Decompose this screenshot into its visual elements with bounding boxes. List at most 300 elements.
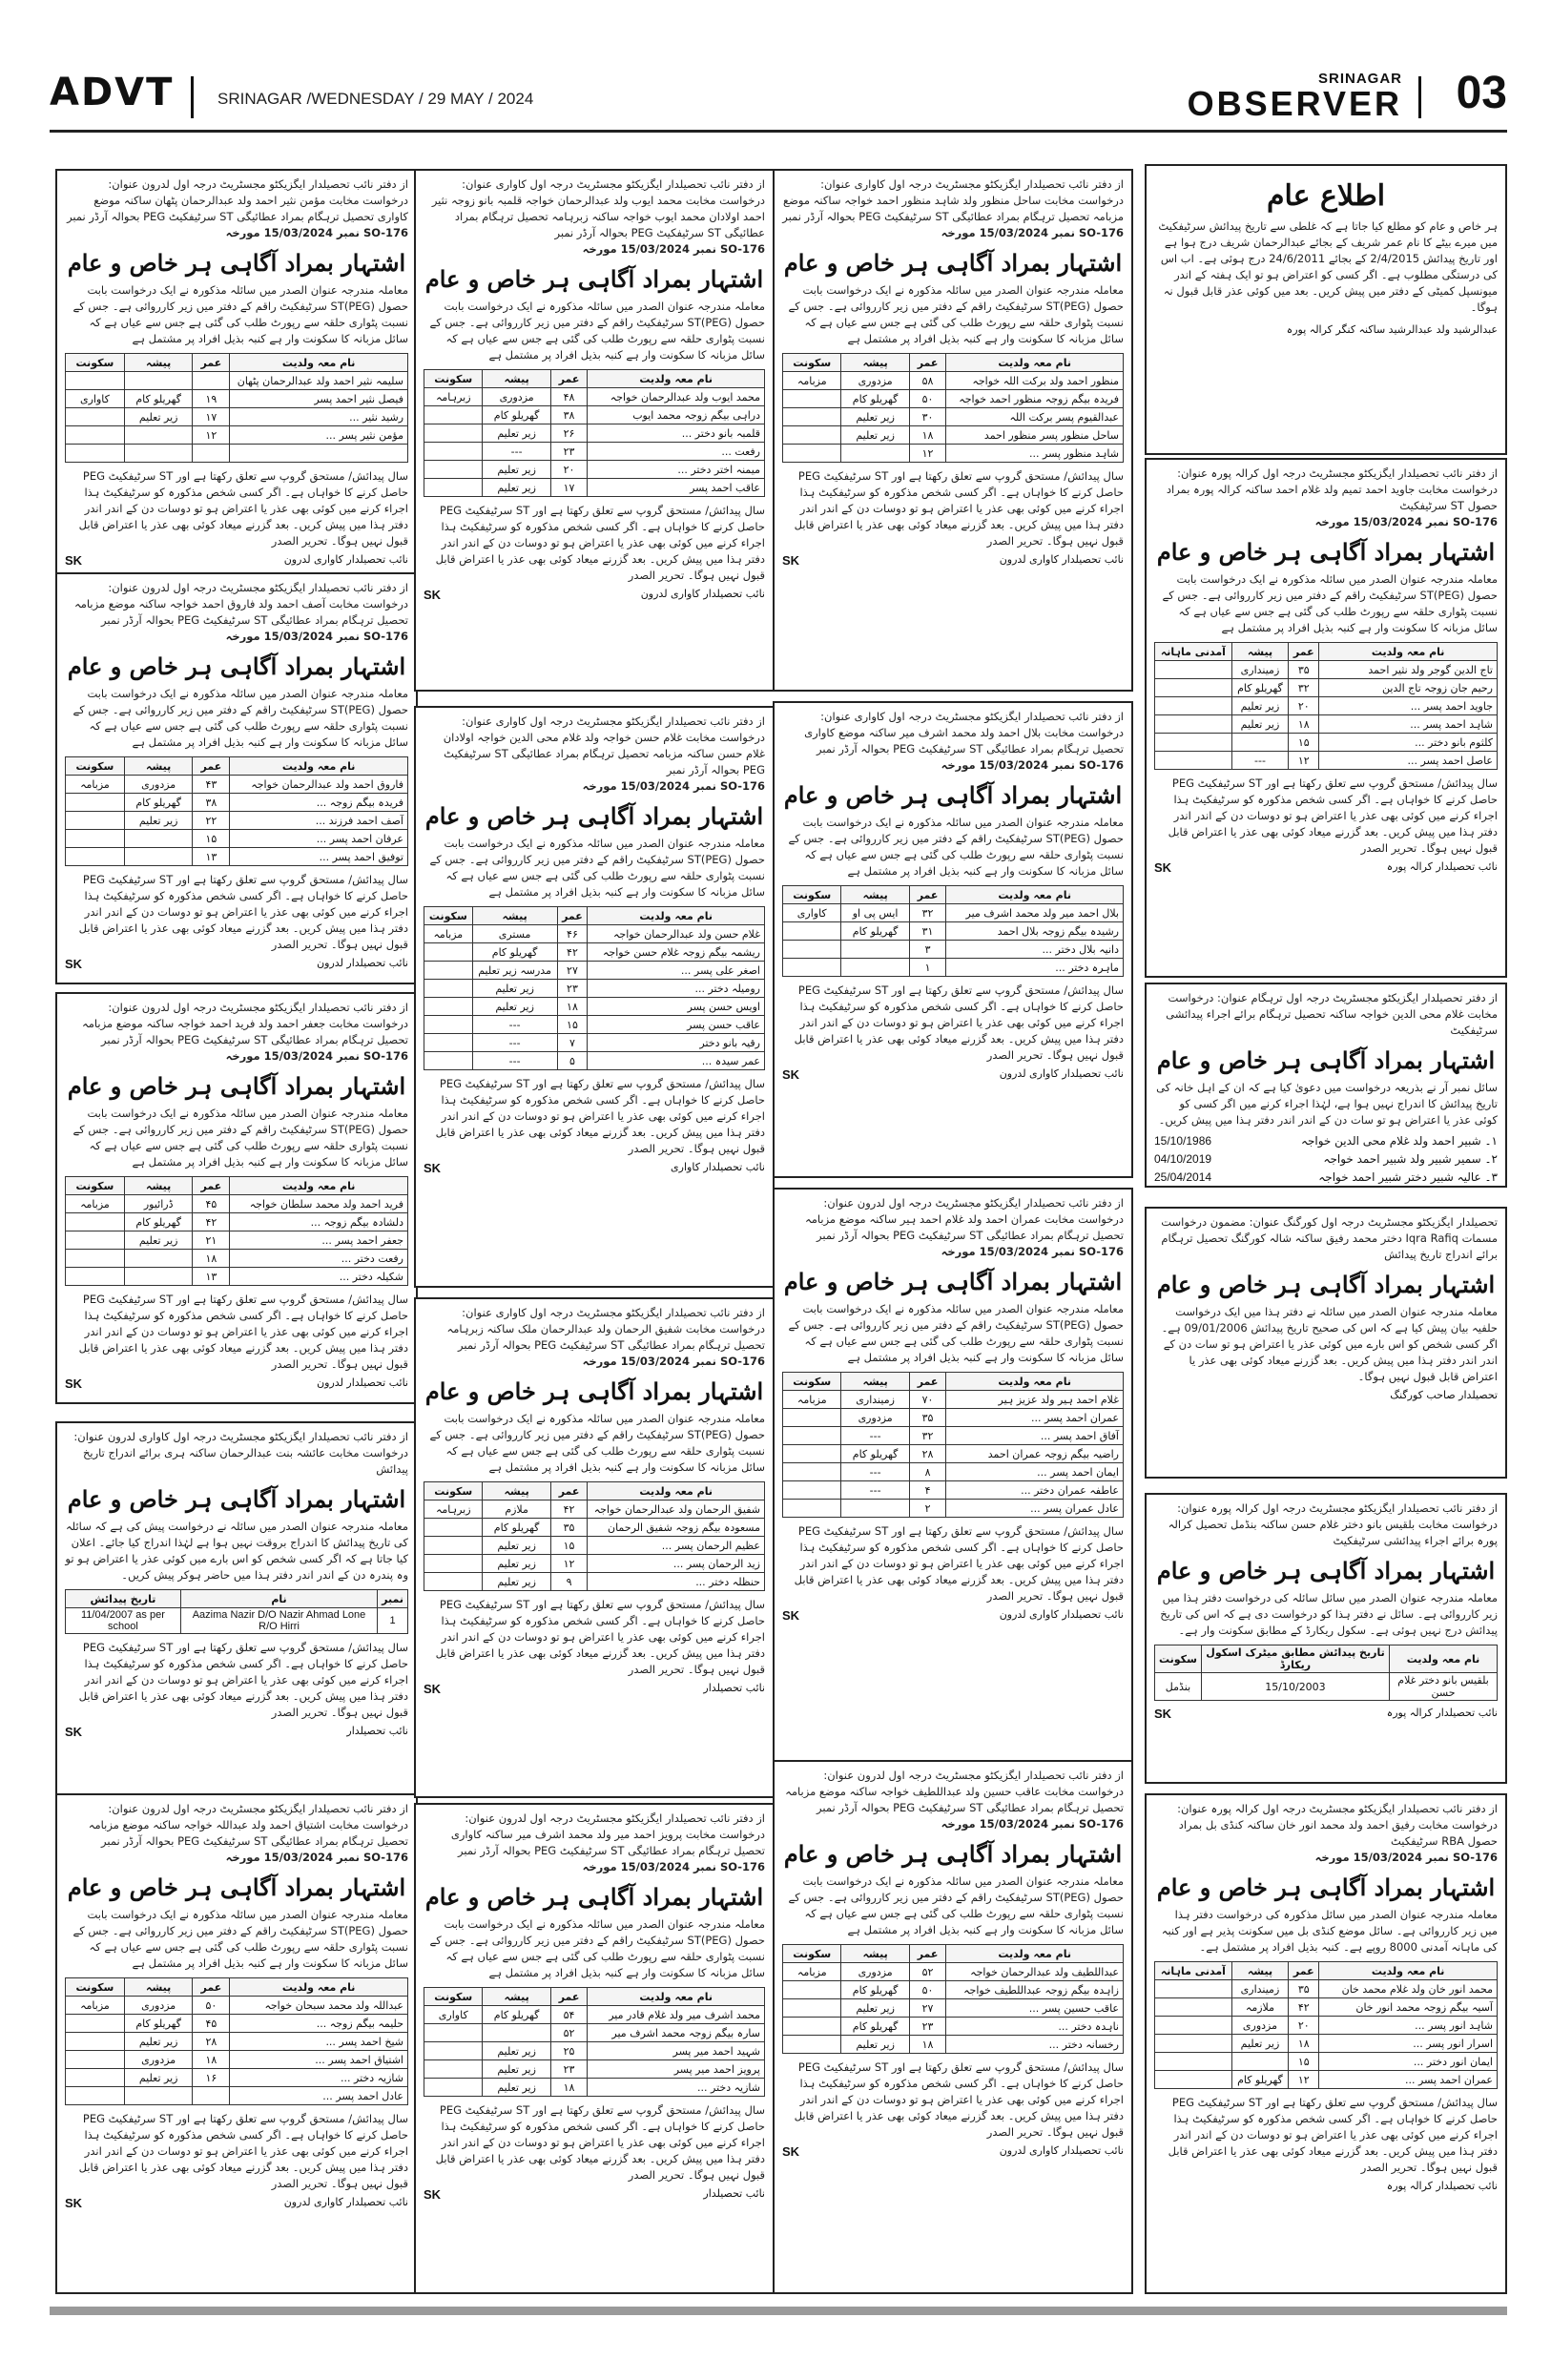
classified-ad bbox=[414, 706, 775, 1288]
signatory: نائب تحصیلدار کاواری لدرون bbox=[640, 588, 765, 600]
table-row bbox=[1155, 2071, 1498, 2089]
table-cell: ۲۳ bbox=[550, 443, 588, 461]
ad-header-text: از دفتر نائب تحصیلدار ایگزیکٹو مجسٹریٹ درجہ اول لدرون عنوان: درخواست مخابت اشتیاق احمد ولد عبداللہ خواجہ ساکنہ موضع مزبامہ تحصیل ترہگام بمراد عطائیگی ST سرٹیفکیٹ PEG بحوالہ آرڈر نمبر bbox=[88, 1802, 408, 1848]
sk-code: SK bbox=[782, 2144, 800, 2159]
table-cell: اویس حسن پسر bbox=[588, 998, 765, 1016]
table-cell bbox=[1155, 715, 1232, 734]
table-row bbox=[66, 2087, 408, 2105]
ad-signature: عبدالرشید ولد عبدالرشید ساکنہ کنگر کرالہ پورہ bbox=[1286, 323, 1498, 336]
sk-code: SK bbox=[65, 1376, 83, 1391]
table-cell bbox=[66, 848, 125, 866]
table-cell: عاطفہ عمران دختر ... bbox=[946, 1481, 1124, 1500]
classified-ad bbox=[414, 1803, 775, 2294]
table-row bbox=[424, 1500, 765, 1519]
table-header-cell: سکونت bbox=[783, 886, 841, 904]
table-cell: مستری bbox=[472, 925, 557, 943]
table-row bbox=[424, 461, 765, 479]
table-cell: ۱۲ bbox=[193, 426, 230, 445]
table-row bbox=[783, 426, 1124, 445]
table-cell: زیر تعلیم bbox=[841, 408, 909, 426]
ad-header-text: از دفتر نائب تحصیلدار ایگزیکٹو مجسٹریٹ درجہ اول لدرون عنوان: درخواست مخابت پرویز احمد میر ولد محمد اشرف میر ساکنہ کاواری تحصیل ترہگام بمراد عطائیگی ST سرٹیفکیٹ PEG بحوالہ آرڈر نمبر bbox=[450, 1811, 765, 1857]
table-cell: بلقیس بانو دختر غلام حسن bbox=[1390, 1673, 1498, 1701]
table-cell: میمنہ اختر دختر ... bbox=[588, 461, 765, 479]
ad-title: اشتہار بمراد آگاہی ہر خاص و عام bbox=[783, 1840, 1123, 1868]
table-cell: عمران احمد پسر ... bbox=[946, 1409, 1124, 1427]
ad-footer-text: سال پیدائش/ مستحق گروپ سے تعلق رکھتا ہے اور ST سرٹیفکیٹ PEG حاصل کرنے کا خواہاں ہے۔ اگر کسی شخص مذکورہ کو سرٹیفکیٹ ہذا اجراء کرنے میں کوئی بھی عذر یا اعتراض ہو تو دوسات دن کے اندر اندر دفتر ہذا میں پیش کریں۔ بعد گزرنے میعاد کوئی بھی عذر یا اعتراض قابل قبول نہیں ہوگا۔ تحریر الصدر bbox=[78, 2112, 408, 2190]
table-cell: عادل عمران پسر ... bbox=[946, 1500, 1124, 1518]
table-cell: زیر تعلیم bbox=[483, 424, 550, 443]
table-cell bbox=[1155, 2071, 1232, 2089]
table-row bbox=[783, 959, 1124, 977]
ad-footer-text: سال پیدائش/ مستحق گروپ سے تعلق رکھتا ہے اور ST سرٹیفکیٹ PEG حاصل کرنے کا خواہاں ہے۔ اگر کسی شخص مذکورہ کو سرٹیفکیٹ ہذا اجراء کرنے میں کوئی بھی عذر یا اعتراض ہو تو دوسات دن کے اندر اندر دفتر ہذا میں پیش کریں۔ بعد گزرنے میعاد کوئی بھی عذر یا اعتراض قابل قبول نہیں ہوگا۔ تحریر الصدر bbox=[794, 1524, 1124, 1603]
table-cell: فرید احمد ولد محمد سلطان خواجہ bbox=[230, 1195, 408, 1213]
ad-footer-text: سال پیدائش/ مستحق گروپ سے تعلق رکھتا ہے اور ST سرٹیفکیٹ PEG حاصل کرنے کا خواہاں ہے۔ اگر کسی شخص مذکورہ کو سرٹیفکیٹ ہذا اجراء کرنے میں کوئی بھی عذر یا اعتراض ہو تو دوسات دن کے اندر اندر دفتر ہذا میں پیش کریں۔ بعد گزرنے میعاد کوئی بھی عذر یا اعتراض قابل قبول نہیں ہوگا۔ تحریر الصدر bbox=[78, 1293, 408, 1371]
ad-signature bbox=[782, 1067, 1124, 1080]
list-item-name: ۲۔ سمیر شبیر ولد شبیر احمد خواجہ bbox=[1323, 1152, 1498, 1166]
ad-title: اشتہار بمراد آگاہی ہر خاص و عام bbox=[1156, 1046, 1496, 1074]
table-cell: ۱۲ bbox=[1289, 2071, 1319, 2089]
table-cell bbox=[124, 372, 193, 390]
table-cell: شیخ احمد پسر ... bbox=[230, 2033, 408, 2051]
table-cell: رشیدہ بیگم زوجہ بلال احمد bbox=[946, 922, 1124, 941]
family-table bbox=[424, 1481, 765, 1591]
header-divider bbox=[1418, 76, 1421, 118]
ad-footer-text: سال پیدائش/ مستحق گروپ سے تعلق رکھتا ہے اور ST سرٹیفکیٹ PEG حاصل کرنے کا خواہاں ہے۔ اگر کسی شخص مذکورہ کو سرٹیفکیٹ ہذا اجراء کرنے میں کوئی بھی عذر یا اعتراض ہو تو دوسات دن کے اندر اندر دفتر ہذا میں پیش کریں۔ بعد گزرنے میعاد کوئی بھی عذر یا اعتراض قابل قبول نہیں ہوگا۔ تحریر الصدر bbox=[1168, 2096, 1498, 2174]
table-cell bbox=[1155, 697, 1232, 715]
table-cell: زیر تعلیم bbox=[483, 2079, 550, 2097]
table-cell bbox=[783, 1981, 841, 1999]
table-cell: ناہدہ دختر ... bbox=[946, 2018, 1124, 2036]
ad-body-text: معاملہ مندرجہ عنوان الصدر میں سائلہ مذکورہ نے ایک درخواست بابت حصول ST(PEG) سرٹیفکیٹ راقم کے دفتر میں زیر کارروائی ہے۔ جس کے نسبت پٹواری حلقہ سے رپورٹ طلب کی گئی ہے جس سے عیاں ہے کہ سائل مزبانہ کا سکونت وار ہے کنبہ بذیل افراد پر مشتمل ہے bbox=[429, 1412, 765, 1474]
classified-ad bbox=[1145, 164, 1507, 455]
table-row bbox=[424, 1555, 765, 1573]
ad-body-text: معاملہ مندرجہ عنوان الصدر میں سائلہ نے درخواست پیش کی ہے کہ سائلہ کی تاریخ پیدائش کا اندراج بروقت نہیں ہوا ہے لہٰذا اندراج کیا جائے۔ اعلان کیا جاتا ہے کہ اگر کسی شخص کو اس بارے میں کوئی عذر یا اعتراض ہو تو وہ پندرہ دن کے اندر اندر دفتر ہذا میں حاضر ہوکر پیش کریں۔ bbox=[65, 1520, 408, 1582]
order-date: SO-176 نمبر 15/03/2024 مورخہ bbox=[941, 226, 1124, 239]
table-cell: ۱۸ bbox=[550, 2079, 588, 2097]
table-cell bbox=[783, 1999, 841, 2018]
table-cell: حنظلہ دختر ... bbox=[588, 1573, 765, 1591]
table-cell bbox=[841, 959, 909, 977]
table-cell bbox=[424, 2060, 483, 2079]
table-row bbox=[424, 443, 765, 461]
family-table bbox=[782, 1944, 1124, 2054]
table-cell: ۳۰ bbox=[909, 408, 946, 426]
table-cell bbox=[841, 941, 909, 959]
table-header-cell: سکونت bbox=[424, 1988, 483, 2006]
table-cell: رفعت ... bbox=[588, 443, 765, 461]
table-cell: زیر تعلیم bbox=[483, 461, 550, 479]
table-header-cell: آمدنی ماہانہ bbox=[1155, 1962, 1232, 1980]
table-cell: گھریلو کام bbox=[841, 1445, 909, 1463]
table-cell bbox=[124, 830, 193, 848]
table-cell: زیر تعلیم bbox=[1231, 697, 1288, 715]
table-cell: عبداللطیف ولد عبدالرحمان خواجہ bbox=[946, 1963, 1124, 1981]
ad-signature bbox=[782, 553, 1124, 566]
table-cell bbox=[1155, 661, 1232, 679]
table-cell: ایس پی او bbox=[841, 904, 909, 922]
list-item-name: ۳۔ عالیہ شبیر دختر شبیر احمد خواجہ bbox=[1318, 1170, 1498, 1184]
table-header-cell: عمر bbox=[557, 907, 588, 925]
table-cell: ۱۷ bbox=[193, 408, 230, 426]
notice-body: ہر خاص و عام کو مطلع کیا جاتا ہے کہ غلطی سے تاریخ پیدائش سرٹیفکیٹ میں میرے بیٹے کا نام عمر شریف کے بجائے عبدالرحمان شریف درج ہوا ہے اور تاریخ پیدائش 2/4/2015 کے بجائے 24/6/2011 درج ہوئی ہے۔ اب اس کی درستگی مطلوب ہے۔ اگر کسی کو اعتراض ہو تو ایک ہفتہ کے اندر میونسپل کمیٹی کے دفتر میں پیش کریں۔ بعد میں کوئی عذر قابل قبول نہ ہوگا۔ bbox=[1158, 219, 1498, 314]
table-cell: ایمان انور دختر ... bbox=[1319, 2053, 1498, 2071]
table-cell bbox=[66, 1231, 125, 1250]
table-cell bbox=[783, 2036, 841, 2054]
table-row bbox=[783, 1463, 1124, 1481]
table-cell: عاقب احمد پسر bbox=[588, 479, 765, 497]
table-row bbox=[424, 479, 765, 497]
table-row bbox=[783, 2018, 1124, 2036]
table-header-cell: پیشہ bbox=[483, 1988, 550, 2006]
table-cell: ڈرائیور bbox=[124, 1195, 193, 1213]
list-item-date bbox=[1154, 1187, 1211, 1188]
order-date: SO-176 نمبر 15/03/2024 مورخہ bbox=[941, 758, 1124, 772]
order-date: SO-176 نمبر 15/03/2024 مورخہ bbox=[225, 1851, 408, 1864]
ad-title: اشتہار بمراد آگاہی ہر خاص و عام bbox=[424, 802, 764, 830]
table-cell bbox=[783, 408, 841, 426]
table-cell: ۹ bbox=[550, 1573, 588, 1591]
ad-title: اشتہار بمراد آگاہی ہر خاص و عام bbox=[783, 1268, 1123, 1295]
classified-ad bbox=[55, 992, 418, 1404]
table-header-cell: نام معہ ولدیت bbox=[230, 1978, 408, 1997]
table-header-cell: نام معہ ولدیت bbox=[230, 757, 408, 776]
ad-title: اشتہار بمراد آگاہی ہر خاص و عام bbox=[67, 249, 406, 277]
table-cell: --- bbox=[483, 443, 550, 461]
table-cell: ۷ bbox=[557, 1034, 588, 1052]
table-row bbox=[66, 1268, 408, 1286]
table-cell: اسرار انور پسر ... bbox=[1319, 2035, 1498, 2053]
table-cell bbox=[783, 1427, 841, 1445]
table-header-cell: عمر bbox=[193, 1177, 230, 1195]
list-item bbox=[1154, 1150, 1498, 1169]
order-date: SO-176 نمبر 15/03/2024 مورخہ bbox=[582, 1355, 765, 1368]
sk-code: SK bbox=[782, 553, 800, 568]
table-cell: فریدہ بیگم زوجہ منظور احمد خواجہ bbox=[946, 390, 1124, 408]
table-cell bbox=[1155, 1980, 1232, 1998]
table-row bbox=[424, 2060, 765, 2079]
table-cell bbox=[66, 445, 125, 463]
table-cell bbox=[424, 1052, 473, 1070]
table-cell: ماہرہ دختر ... bbox=[946, 959, 1124, 977]
table-cell: ۲۸ bbox=[193, 2033, 230, 2051]
table-cell bbox=[424, 943, 473, 962]
table-cell bbox=[424, 1034, 473, 1052]
order-date: SO-176 نمبر 15/03/2024 مورخہ bbox=[582, 1860, 765, 1873]
ad-title: اشتہار بمراد آگاہی ہر خاص و عام bbox=[783, 249, 1123, 277]
table-cell: کاواری bbox=[66, 390, 125, 408]
family-table bbox=[65, 353, 408, 463]
table-cell bbox=[1155, 752, 1232, 770]
ad-title: اشتہار بمراد آگاہی ہر خاص و عام bbox=[67, 1072, 406, 1100]
family-table bbox=[65, 1977, 408, 2105]
table-cell: مزبامہ bbox=[783, 1963, 841, 1981]
signatory: نائب تحصیلدار کاواری bbox=[671, 1161, 765, 1173]
table-cell bbox=[424, 2042, 483, 2060]
table-cell: زیر تعلیم bbox=[483, 1573, 550, 1591]
table-cell: مزدوری bbox=[124, 2051, 193, 2069]
table-cell bbox=[66, 2033, 125, 2051]
table-row bbox=[66, 1213, 408, 1231]
table-cell: مزبامہ bbox=[66, 1195, 125, 1213]
table-cell: ۵۴ bbox=[550, 2006, 588, 2024]
family-table bbox=[65, 756, 408, 866]
table-header-cell: نام معہ ولدیت bbox=[588, 1482, 765, 1500]
table-row bbox=[1155, 2017, 1498, 2035]
table-cell bbox=[424, 1573, 483, 1591]
notice-title: اطلاع عام bbox=[1266, 179, 1386, 213]
ad-body-text: معاملہ مندرجہ عنوان الصدر میں سائلہ مذکورہ نے ایک درخواست بابت حصول ST(PEG) سرٹیفکیٹ راقم کے دفتر میں زیر کارروائی ہے۔ جس کے نسبت پٹواری حلقہ سے رپورٹ طلب کی گئی ہے جس سے عیاں ہے کہ سائل مزبانہ کا سکونت وار ہے کنبہ بذیل افراد پر مشتمل ہے bbox=[429, 300, 765, 362]
table-header-cell: عمر bbox=[1289, 643, 1319, 661]
sk-code: SK bbox=[782, 1608, 800, 1623]
ad-title: اشتہار بمراد آگاہی ہر خاص و عام bbox=[424, 1377, 764, 1405]
table-row bbox=[783, 1427, 1124, 1445]
table-row bbox=[783, 372, 1124, 390]
table-cell: --- bbox=[472, 1016, 557, 1034]
ad-body-text: معاملہ مندرجہ عنوان الصدر میں سائلہ نے دفتر ہذا میں ایک درخواست حلفیہ بیان پیش کیا ہے کہ اس کی صحیح تاریخ پیدائش 09/01/2006 ہے۔ اگر کسی شخص کو اس بارے میں کوئی عذر یا اعتراض ہو تو سات دن کے اندر اندر دفتر ہذا میں پیش کریں۔ بعد گزرنے میعاد کوئی بھی عذر یا اعتراض قابل قبول نہیں ہوگا۔ bbox=[1161, 1305, 1498, 1383]
ad-header-text: از دفتر نائب تحصیلدار ایگزیکٹو مجسٹریٹ درجہ اول کرالہ پورہ عنوان: درخواست مخابت رفیق احمد ولد محمد انور خان ساکنہ کنڈی بل بمراد حصول RBA سرٹیفکیٹ bbox=[1177, 1802, 1498, 1848]
table-cell: عمر سیدہ ... bbox=[588, 1052, 765, 1070]
table-cell: گھریلو کام bbox=[841, 922, 909, 941]
table-cell: جاوید احمد پسر ... bbox=[1319, 697, 1498, 715]
ad-header-text: از دفتر نائب تحصیلدار ایگزیکٹو مجسٹریٹ درجہ اول کاواری عنوان: درخواست مخابت غلام حسن خواجہ ولد غلام محی الدین خواجہ اولادان غلام حسن ساکنہ مزبامہ تحصیل ترہگام بمراد عطائیگی ST سرٹیفکیٹ PEG بحوالہ آرڈر نمبر bbox=[443, 714, 765, 776]
table-row bbox=[1155, 661, 1498, 679]
table-cell: رحیم جان زوجہ تاج الدین bbox=[1319, 679, 1498, 697]
classified-ad bbox=[773, 1760, 1133, 2294]
table-cell bbox=[424, 1555, 483, 1573]
table-cell: مزبامہ bbox=[66, 1997, 125, 2015]
ad-header-text: از دفتر نائب تحصیلدار ایگزیکٹو مجسٹریٹ درجہ اول کاواری عنوان: درخواست مخابت شفیق الرحمان ولد عبدالرحمان ملک ساکنہ زبرہامہ تحصیل ترہگام بمراد عطائیگی ST سرٹیفکیٹ PEG بحوالہ آرڈر نمبر bbox=[446, 1306, 765, 1352]
table-cell: ۱۸ bbox=[193, 1250, 230, 1268]
table-header-cell: پیشہ bbox=[124, 354, 193, 372]
table-cell: ۱۸ bbox=[1289, 715, 1319, 734]
table-cell: ۵۲ bbox=[909, 1963, 946, 1981]
table-row bbox=[783, 1999, 1124, 2018]
ad-body-text: معاملہ مندرجہ عنوان الصدر میں سائلہ مذکورہ نے ایک درخواست بابت حصول ST(PEG) سرٹیفکیٹ راقم کے دفتر میں زیر کارروائی ہے۔ جس کے نسبت پٹواری حلقہ سے رپورٹ طلب کی گئی ہے جس سے عیاں ہے کہ سائل مزبانہ کا سکونت وار ہے کنبہ بذیل افراد پر مشتمل ہے bbox=[72, 1107, 408, 1169]
bottom-rule bbox=[50, 2307, 1507, 2315]
table-cell: ۳۲ bbox=[909, 1427, 946, 1445]
table-cell: گھریلو کام bbox=[841, 390, 909, 408]
table-cell: زیر تعلیم bbox=[841, 2036, 909, 2054]
table-row bbox=[424, 1034, 765, 1052]
table-cell: ۵ bbox=[557, 1052, 588, 1070]
table-cell: زیر تعلیم bbox=[1231, 715, 1288, 734]
table-cell: سارہ بیگم زوجہ محمد اشرف میر bbox=[588, 2024, 765, 2042]
sk-code: SK bbox=[65, 553, 83, 568]
table-cell: مزبامہ bbox=[424, 925, 473, 943]
table-cell: ۲۷ bbox=[909, 1999, 946, 2018]
table-row bbox=[66, 426, 408, 445]
table-cell: زاہدہ بیگم زوجہ عبداللطیف خواجہ bbox=[946, 1981, 1124, 1999]
table-cell: کلثوم بانو دختر ... bbox=[1319, 734, 1498, 752]
table-cell bbox=[124, 1250, 193, 1268]
ad-header-text: تحصیلدار ایگزیکٹو مجسٹریٹ درجہ اول کورگنگ عنوان: مضمون درخواست مسمات Iqra Rafiq دختر محمد رفیق ساکنہ شالہ کورگنگ تحصیل ترہگام برائے اندراج تاریخ پیدائش bbox=[1161, 1215, 1498, 1261]
table-header-cell: عمر bbox=[909, 354, 946, 372]
ad-title: اشتہار بمراد آگاہی ہر خاص و عام bbox=[1156, 1271, 1496, 1298]
table-cell: ۴۲ bbox=[1289, 1998, 1319, 2017]
table-cell: گھریلو کام bbox=[841, 2018, 909, 2036]
table-cell: زبرہامہ bbox=[424, 1500, 483, 1519]
brand-name: OBSERVER bbox=[1187, 84, 1402, 123]
ad-signature bbox=[782, 2144, 1124, 2157]
table-cell: ۱۳ bbox=[193, 1268, 230, 1286]
table-cell: ۲۱ bbox=[193, 1231, 230, 1250]
table-cell: بلال احمد میر ولد محمد اشرف میر bbox=[946, 904, 1124, 922]
table-cell bbox=[193, 2087, 230, 2105]
table-cell bbox=[424, 980, 473, 998]
table-cell: ۲۰ bbox=[550, 461, 588, 479]
table-header-cell: پیشہ bbox=[841, 886, 909, 904]
ad-body-text: معاملہ مندرجہ عنوان الصدر میں سائلہ مذکورہ نے ایک درخواست بابت حصول ST(PEG) سرٹیفکیٹ راقم کے دفتر میں زیر کارروائی ہے۔ جس کے نسبت پٹواری حلقہ سے رپورٹ طلب کی گئی ہے جس سے عیاں ہے کہ سائل مزبانہ کا سکونت وار ہے کنبہ بذیل افراد پر مشتمل ہے bbox=[72, 687, 408, 749]
classified-ad bbox=[414, 1297, 775, 1798]
table-cell: کاواری bbox=[424, 2006, 483, 2024]
table-cell: عاقب حسن پسر bbox=[588, 1016, 765, 1034]
table-cell bbox=[66, 1213, 125, 1231]
ad-header-text: از دفتر نائب تحصیلدار ایگزیکٹو مجسٹریٹ درجہ اول کاواری عنوان: درخواست مخابت محمد ایوب ولد عبدالرحمان خواجہ قلمبہ بانو زوجہ نثیر احمد اولادان محمد ایوب خواجہ ساکنہ زبرہامہ تحصیل ترہگام بمراد عطائیگی ST سرٹیفکیٹ PEG بحوالہ آرڈر نمبر bbox=[431, 177, 765, 239]
ad-footer-text: سال پیدائش/ مستحق گروپ سے تعلق رکھتا ہے اور ST سرٹیفکیٹ PEG حاصل کرنے کا خواہاں ہے۔ اگر کسی شخص مذکورہ کو سرٹیفکیٹ ہذا اجراء کرنے میں کوئی بھی عذر یا اعتراض ہو تو دوسات دن کے اندر اندر دفتر ہذا میں پیش کریں۔ بعد گزرنے میعاد کوئی بھی عذر یا اعتراض قابل قبول نہیں ہوگا۔ تحریر الصدر bbox=[794, 2060, 1124, 2139]
table-cell bbox=[1155, 679, 1232, 697]
table-header-cell: نام معہ ولدیت bbox=[1319, 1962, 1498, 1980]
signatory: نائب تحصیلدار کرالہ پورہ bbox=[1386, 1707, 1498, 1719]
table-cell: ساحل منظور پسر منظور احمد bbox=[946, 426, 1124, 445]
table-cell: ۲۶ bbox=[550, 424, 588, 443]
table-cell bbox=[424, 479, 483, 497]
table-row bbox=[424, 1573, 765, 1591]
order-date: SO-176 نمبر 15/03/2024 مورخہ bbox=[1314, 515, 1498, 528]
signatory: نائب تحصیلدار bbox=[346, 1725, 408, 1737]
table-cell: زیر تعلیم bbox=[483, 1537, 550, 1555]
table-cell: غلام حسن ولد عبدالرحمان خواجہ bbox=[588, 925, 765, 943]
order-date: SO-176 نمبر 15/03/2024 مورخہ bbox=[941, 1245, 1124, 1258]
table-row bbox=[1155, 752, 1498, 770]
table-cell: عاصل احمد پسر ... bbox=[1319, 752, 1498, 770]
table-cell bbox=[783, 426, 841, 445]
table-cell: شاہد منظور پسر ... bbox=[946, 445, 1124, 463]
table-cell: ۱۶ bbox=[193, 2069, 230, 2087]
table-cell: ۲۳ bbox=[550, 2060, 588, 2079]
ad-body-text: معاملہ مندرجہ عنوان الصدر میں سائلہ مذکورہ نے ایک درخواست بابت حصول ST(PEG) سرٹیفکیٹ راقم کے دفتر میں زیر کارروائی ہے۔ جس کے نسبت پٹواری حلقہ سے رپورٹ طلب کی گئی ہے جس سے عیاں ہے کہ سائل مزبانہ کا سکونت وار ہے کنبہ بذیل افراد پر مشتمل ہے bbox=[429, 1917, 765, 1979]
table-cell: ۵۰ bbox=[193, 1997, 230, 2015]
table-row bbox=[783, 1481, 1124, 1500]
table-cell: رفعت دختر ... bbox=[230, 1250, 408, 1268]
table-row bbox=[424, 1519, 765, 1537]
family-table bbox=[782, 353, 1124, 463]
table-cell: ۳۱ bbox=[909, 922, 946, 941]
table-row bbox=[66, 848, 408, 866]
table-cell: گھریلو کام bbox=[841, 1981, 909, 1999]
table-cell: مزبامہ bbox=[66, 776, 125, 794]
table-header-cell: نام معہ ولدیت bbox=[230, 354, 408, 372]
table-cell: دلشادہ بیگم زوجہ ... bbox=[230, 1213, 408, 1231]
ad-body-text: معاملہ مندرجہ عنوان الصدر میں سائلہ مذکورہ نے ایک درخواست بابت حصول ST(PEG) سرٹیفکیٹ راقم کے دفتر میں زیر کارروائی ہے۔ جس کے نسبت پٹواری حلقہ سے رپورٹ طلب کی گئی ہے جس سے عیاں ہے کہ سائل مزبانہ کا سکونت وار ہے کنبہ بذیل افراد پر مشتمل ہے bbox=[429, 837, 765, 899]
table-cell: ۵۲ bbox=[550, 2024, 588, 2042]
table-cell: زیر تعلیم bbox=[124, 1231, 193, 1250]
table-row bbox=[783, 2036, 1124, 2054]
table-cell: ۴۵ bbox=[193, 2015, 230, 2033]
school-record-table bbox=[1154, 1645, 1498, 1701]
table-header-cell: پیشہ bbox=[483, 370, 550, 388]
table-cell: عاقب حسین پسر ... bbox=[946, 1999, 1124, 2018]
list-item-date: 15/10/1986 bbox=[1154, 1134, 1212, 1148]
sk-code: SK bbox=[1154, 860, 1172, 875]
table-cell bbox=[66, 1268, 125, 1286]
signatory: نائب تحصیلدار لدرون bbox=[317, 957, 408, 969]
ad-footer-text: سال پیدائش/ مستحق گروپ سے تعلق رکھتا ہے اور ST سرٹیفکیٹ PEG حاصل کرنے کا خواہاں ہے۔ اگر کسی شخص مذکورہ کو سرٹیفکیٹ ہذا اجراء کرنے میں کوئی بھی عذر یا اعتراض ہو تو دوسات دن کے اندر اندر دفتر ہذا میں پیش کریں۔ بعد گزرنے میعاد کوئی بھی عذر یا اعتراض قابل قبول نہیں ہوگا۔ تحریر الصدر bbox=[1168, 776, 1498, 855]
table-cell: بنڈمل bbox=[1155, 1673, 1202, 1701]
ad-title: اشتہار بمراد آگاہی ہر خاص و عام bbox=[424, 265, 764, 293]
table-cell bbox=[1155, 1998, 1232, 2017]
signatory: نائب تحصیلدار کاواری لدرون bbox=[283, 553, 408, 566]
ad-signature bbox=[424, 2187, 765, 2200]
table-cell: ۱۹ bbox=[193, 390, 230, 408]
ad-body-text: معاملہ مندرجہ عنوان الصدر میں سائل سائلہ کی درخواست دفتر ہذا میں زیر کارروائی ہے۔ سائل نے دفتر ہذا کو درخواست دی ہے کہ اس کی تاریخ پیدائش درج نہیں ہوئی ہے۔ سکول ریکارڈ کے مطابق سکونت وار ہے۔ bbox=[1160, 1591, 1498, 1637]
table-cell bbox=[1231, 734, 1288, 752]
table-cell: کاواری bbox=[783, 904, 841, 922]
table-cell bbox=[424, 1537, 483, 1555]
table-cell: ۸ bbox=[909, 1463, 946, 1481]
order-date: SO-176 نمبر 15/03/2024 مورخہ bbox=[941, 1817, 1124, 1831]
table-cell: ۳۸ bbox=[550, 406, 588, 424]
table-cell: زیر تعلیم bbox=[1231, 2035, 1288, 2053]
table-header-cell: پیشہ bbox=[124, 757, 193, 776]
sk-code: SK bbox=[424, 1682, 442, 1696]
table-cell: زید الرحمان پسر ... bbox=[588, 1555, 765, 1573]
table-row bbox=[783, 1391, 1124, 1409]
list-item-name: ۱۔ شبیر احمد ولد غلام محی الدین خواجہ bbox=[1300, 1134, 1498, 1148]
table-header-cell: سکونت bbox=[1155, 1645, 1202, 1673]
table-cell: ۲۵ bbox=[550, 2042, 588, 2060]
table-cell bbox=[66, 1250, 125, 1268]
table-row bbox=[66, 1608, 408, 1634]
table-cell: گھریلو کام bbox=[124, 1213, 193, 1231]
table-cell bbox=[66, 2015, 125, 2033]
classified-ad bbox=[1145, 1493, 1507, 1784]
table-header-cell: سکونت bbox=[66, 354, 125, 372]
table-cell: ۳۲ bbox=[909, 904, 946, 922]
classified-ad bbox=[414, 169, 775, 692]
signatory: نائب تحصیلدار لدرون bbox=[317, 1376, 408, 1389]
table-cell bbox=[841, 1500, 909, 1518]
classified-ad bbox=[1145, 1793, 1507, 2294]
table-cell: فاروق احمد ولد عبدالرحمان خواجہ bbox=[230, 776, 408, 794]
order-date: SO-176 نمبر 15/03/2024 مورخہ bbox=[582, 779, 765, 793]
table-cell: زیر تعلیم bbox=[124, 2069, 193, 2087]
table-cell bbox=[783, 1500, 841, 1518]
table-cell: محمد انور خان ولد غلام محمد خان bbox=[1319, 1980, 1498, 1998]
table-cell bbox=[841, 445, 909, 463]
table-cell: ۴ bbox=[909, 1481, 946, 1500]
table-cell bbox=[193, 372, 230, 390]
table-row bbox=[783, 1409, 1124, 1427]
ad-title: اشتہار بمراد آگاہی ہر خاص و عام bbox=[1156, 1873, 1496, 1901]
table-header-cell: پیشہ bbox=[483, 1482, 550, 1500]
brand-city: SRINAGAR bbox=[1317, 71, 1402, 87]
table-row bbox=[66, 1250, 408, 1268]
table-cell: ۳۲ bbox=[1289, 679, 1319, 697]
table-cell: سلیمہ نثیر احمد ولد عبدالرحمان پٹھان bbox=[230, 372, 408, 390]
table-header-cell: عمر bbox=[193, 757, 230, 776]
table-cell: ۱۵ bbox=[1289, 2053, 1319, 2071]
ad-signature bbox=[1154, 860, 1498, 873]
table-cell: مزبامہ bbox=[783, 1391, 841, 1409]
table-header-cell: عمر bbox=[909, 1945, 946, 1963]
ad-body-text: معاملہ مندرجہ عنوان الصدر میں سائلہ مذکورہ نے ایک درخواست بابت حصول ST(PEG) سرٹیفکیٹ راقم کے دفتر میں زیر کارروائی ہے۔ جس کے نسبت پٹواری حلقہ سے رپورٹ طلب کی گئی ہے جس سے عیاں ہے کہ سائل مزبانہ کا سکونت وار ہے کنبہ بذیل افراد پر مشتمل ہے bbox=[788, 1874, 1124, 1936]
table-cell: دانیہ بلال دختر ... bbox=[946, 941, 1124, 959]
table-cell: گھریلو کام bbox=[483, 406, 550, 424]
table-cell bbox=[66, 2069, 125, 2087]
ad-footer-text: سال پیدائش/ مستحق گروپ سے تعلق رکھتا ہے اور ST سرٹیفکیٹ PEG حاصل کرنے کا خواہاں ہے۔ اگر کسی شخص مذکورہ کو سرٹیفکیٹ ہذا اجراء کرنے میں کوئی بھی عذر یا اعتراض ہو تو دوسات دن کے اندر اندر دفتر ہذا میں پیش کریں۔ بعد گزرنے میعاد کوئی بھی عذر یا اعتراض قابل قبول نہیں ہوگا۔ تحریر الصدر bbox=[435, 504, 765, 582]
table-cell: ۱۳ bbox=[193, 848, 230, 866]
sk-code: SK bbox=[65, 2196, 83, 2210]
